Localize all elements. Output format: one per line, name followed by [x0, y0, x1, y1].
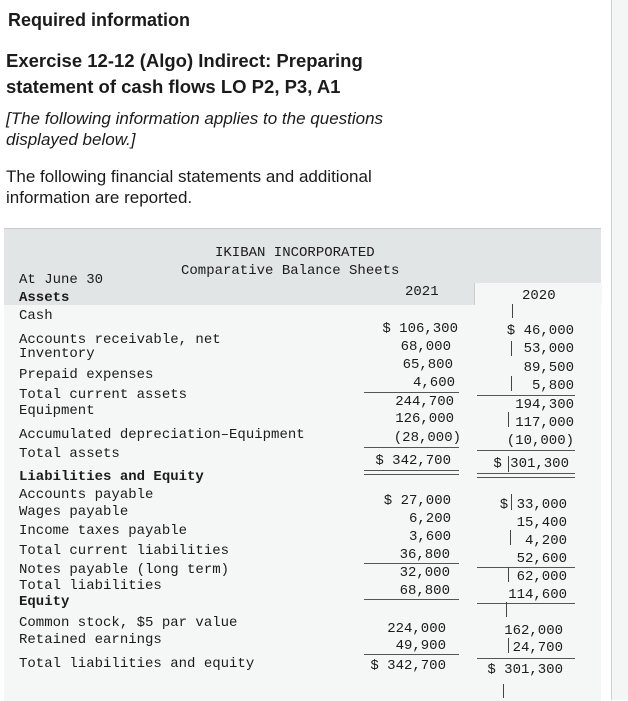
subtotal-rule	[364, 654, 459, 655]
value-2020: 114,600	[508, 587, 567, 603]
exercise-title: Exercise 12-12 (Algo) Indirect: Preparing statement of cash flows LO P2, P3, A1	[6, 50, 363, 97]
row-label-total-assets: Total assets	[19, 446, 120, 462]
row-label-total-liabilities-and-equity: Total liabilities and equity	[19, 656, 255, 672]
value-2021: 244,700	[395, 394, 454, 410]
value-2020: 24,700	[512, 640, 563, 656]
value-2020: 4,200	[524, 533, 567, 549]
subtotal-rule	[477, 395, 575, 396]
input-cursor-mark	[508, 638, 509, 653]
value-2021: 68,000	[400, 339, 451, 355]
row-label-retained-earnings: Retained earnings	[19, 632, 162, 648]
row-label-cash: Cash	[19, 308, 53, 324]
column-2021-header: 2021	[405, 284, 439, 300]
input-cursor-mark	[506, 602, 507, 617]
value-2020: 53,000	[523, 341, 574, 357]
value-2020: 162,000	[504, 623, 563, 639]
input-cursor-mark	[503, 684, 504, 698]
value-2021: 3,600	[408, 529, 451, 545]
value-2020: 5,800	[531, 378, 574, 394]
row-label-wages-payable: Wages payable	[19, 504, 129, 520]
total-double-rule	[364, 470, 459, 475]
date-label: At June 30	[19, 272, 104, 288]
subtotal-rule	[477, 603, 575, 604]
value-2021: 68,800	[399, 583, 450, 599]
required-information-heading: Required information	[8, 10, 191, 30]
subtotal-rule	[477, 567, 575, 568]
column-2020-header: 2020	[522, 288, 556, 304]
value-2020: $ 33,000	[499, 497, 567, 513]
company-name: IKIBAN INCORPORATED	[215, 245, 375, 261]
row-label-assets: Assets	[19, 290, 70, 306]
input-cursor-mark	[511, 376, 512, 391]
input-cursor-mark	[508, 456, 509, 472]
row-label-accounts-payable: Accounts payable	[19, 487, 154, 503]
value-2021: $ 342,700	[370, 658, 446, 674]
subtotal-rule	[477, 658, 575, 659]
scroll-pane-edge[interactable]	[611, 0, 628, 700]
row-label-inventory: Inventory	[19, 346, 95, 362]
subtotal-rule	[364, 392, 459, 393]
row-label-common-stock: Common stock, $5 par value	[19, 615, 238, 631]
row-label-total-current-assets: Total current assets	[19, 387, 188, 403]
subtotal-rule	[364, 599, 459, 600]
value-2020: 194,300	[515, 397, 574, 413]
subtotal-rule	[477, 450, 575, 451]
subtotal-rule	[364, 563, 459, 564]
input-cursor-mark	[512, 304, 513, 318]
value-2020: $ 46,000	[506, 323, 574, 339]
value-2021: 6,200	[408, 511, 451, 527]
row-label-equipment: Equipment	[19, 403, 95, 419]
value-2021: 49,900	[395, 638, 446, 654]
value-2021: 36,800	[399, 547, 450, 563]
instruction-note: [The following information applies to the questions displayed below.]	[6, 109, 384, 149]
value-2021: 224,000	[387, 621, 446, 637]
value-2020: 117,000	[515, 415, 574, 431]
input-cursor-mark	[508, 412, 509, 427]
input-cursor-mark	[511, 494, 512, 510]
value-2021: 32,000	[399, 565, 450, 581]
total-double-rule	[477, 473, 575, 478]
value-2020: (10,000)	[506, 433, 574, 449]
value-2020: 52,600	[516, 551, 567, 567]
value-2021: (28,000)	[393, 430, 461, 446]
row-label-equity: Equity	[19, 594, 70, 610]
row-label-liabilities-equity: Liabilities and Equity	[19, 469, 204, 485]
value-2020: $ 301,300	[493, 456, 569, 472]
value-2021: $ 342,700	[375, 453, 451, 469]
value-2020: 89,500	[523, 360, 574, 376]
row-label-total-liabilities: Total liabilities	[19, 578, 162, 594]
row-label-notes-payable: Notes payable (long term)	[19, 562, 230, 578]
input-cursor-mark	[508, 567, 509, 582]
value-2021: 65,800	[402, 357, 453, 373]
sheet-title: Comparative Balance Sheets	[181, 263, 400, 279]
row-label-prepaid-expenses: Prepaid expenses	[19, 367, 154, 383]
input-cursor-mark	[511, 341, 512, 356]
value-2020: $ 301,300	[487, 662, 563, 678]
value-2021: $ 106,300	[382, 321, 458, 337]
value-2020: 15,400	[516, 515, 567, 531]
row-label-accounts-receivable: Accounts receivable, net	[19, 332, 221, 348]
value-2021: $ 27,000	[383, 493, 451, 509]
value-2021: 126,000	[395, 411, 454, 427]
input-cursor-mark	[510, 530, 511, 545]
row-label-income-taxes-payable: Income taxes payable	[19, 523, 188, 539]
row-label-accumulated-depreciation: Accumulated depreciation–Equipment	[19, 427, 305, 443]
row-label-total-current-liabilities: Total current liabilities	[19, 543, 230, 559]
value-2021: 4,600	[412, 375, 455, 391]
intro-text: The following financial statements and additional information are reported.	[6, 167, 372, 207]
value-2020: 62,000	[516, 569, 567, 585]
subtotal-rule	[364, 447, 459, 448]
